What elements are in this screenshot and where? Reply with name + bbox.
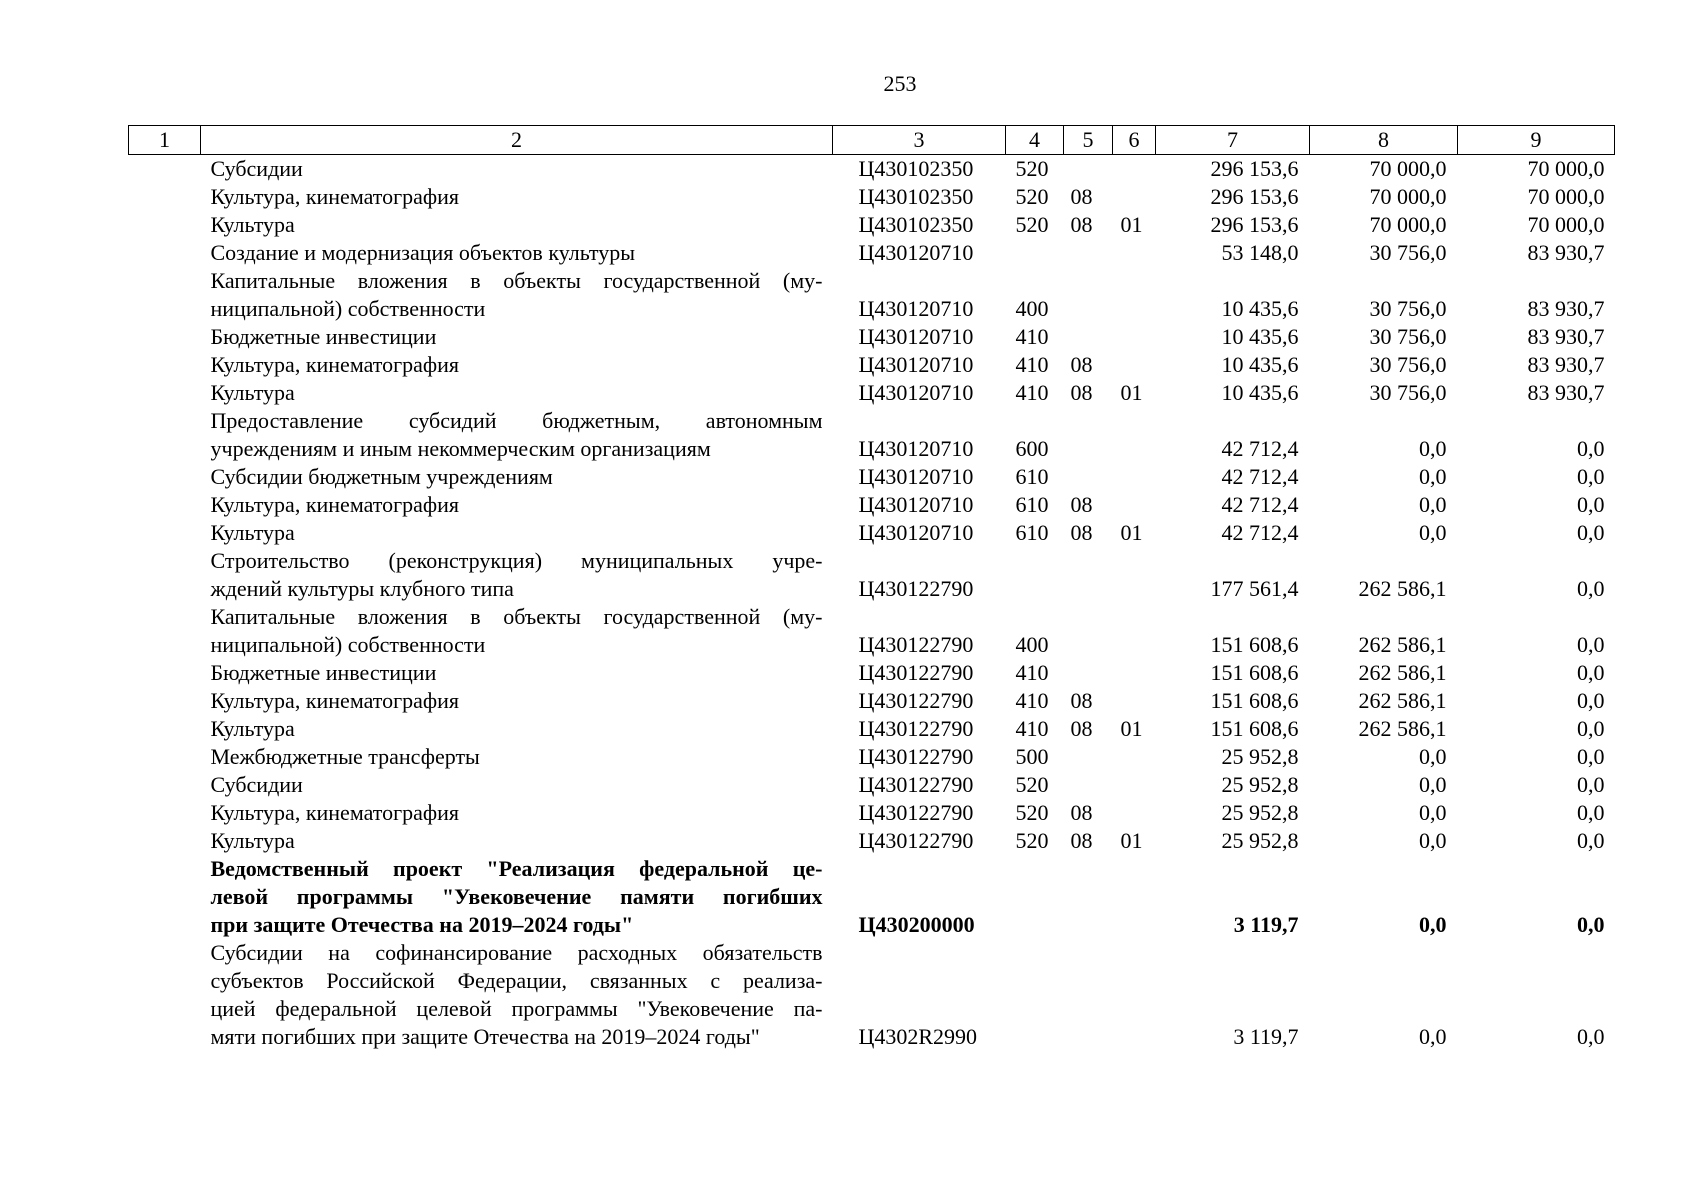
row-col-6 xyxy=(1113,659,1156,687)
row-col-4: 600 xyxy=(1015,436,1049,461)
row-value-7: 296 153,6 xyxy=(1210,184,1299,209)
row-col-5: 08 xyxy=(1070,828,1093,853)
row-col-4: 520 xyxy=(1015,772,1049,797)
cell-col-1 xyxy=(129,799,201,827)
row-value-9: 0,0 xyxy=(1577,828,1605,853)
cell-col-1 xyxy=(129,855,201,939)
row-value-9: 0,0 xyxy=(1577,632,1605,657)
row-code: Ц430120710 xyxy=(858,520,974,545)
row-name: Предоставление субсидий бюджетным, автономным учреждениям и иным некоммерческим организациям xyxy=(210,408,823,461)
header-col-8: 8 xyxy=(1310,126,1458,155)
row-value-7: 42 712,4 xyxy=(1221,492,1299,517)
row-code: Ц430120710 xyxy=(858,436,974,461)
table-row xyxy=(129,659,1615,687)
row-value-9: 83 930,7 xyxy=(1527,352,1605,377)
table-row xyxy=(129,407,1615,463)
row-col-5 xyxy=(1064,743,1113,771)
row-col-5 xyxy=(1064,155,1113,184)
row-col-6: 01 xyxy=(1120,520,1143,545)
row-code: Ц430120710 xyxy=(858,324,974,349)
header-col-5: 5 xyxy=(1064,126,1113,155)
row-value-8: 262 586,1 xyxy=(1358,716,1447,741)
row-name: Культура, кинематография xyxy=(210,688,460,713)
row-col-4: 520 xyxy=(1015,828,1049,853)
row-value-9: 70 000,0 xyxy=(1527,212,1605,237)
row-col-4: 520 xyxy=(1015,800,1049,825)
table-row xyxy=(129,687,1615,715)
row-value-9: 0,0 xyxy=(1577,744,1605,769)
header-col-6: 6 xyxy=(1113,126,1156,155)
row-value-7: 42 712,4 xyxy=(1221,464,1299,489)
row-col-5: 08 xyxy=(1070,380,1093,405)
row-col-5 xyxy=(1064,463,1113,491)
row-name: Межбюджетные трансферты xyxy=(210,744,480,769)
row-value-8: 30 756,0 xyxy=(1369,380,1447,405)
row-col-5 xyxy=(1064,603,1113,659)
row-code: Ц430122790 xyxy=(858,660,974,685)
row-name: Ведомственный проект "Реализация федеральной це- левой программы "Увековечение памяти погибших при защите Отечества на 2019–2024 годы" xyxy=(210,856,823,937)
row-col-4: 520 xyxy=(1015,212,1049,237)
row-value-8: 262 586,1 xyxy=(1358,576,1447,601)
cell-col-1 xyxy=(129,407,201,463)
row-value-7: 10 435,6 xyxy=(1221,296,1299,321)
table-row xyxy=(129,491,1615,519)
row-name: Культура xyxy=(210,716,295,741)
cell-col-1 xyxy=(129,687,201,715)
table-row xyxy=(129,183,1615,211)
cell-col-1 xyxy=(129,715,201,743)
row-col-6 xyxy=(1113,351,1156,379)
row-col-5 xyxy=(1064,659,1113,687)
row-col-4 xyxy=(1006,855,1064,939)
row-col-6 xyxy=(1113,687,1156,715)
row-col-5: 08 xyxy=(1070,212,1093,237)
row-value-9: 0,0 xyxy=(1577,576,1605,601)
cell-col-1 xyxy=(129,155,201,184)
row-value-8: 262 586,1 xyxy=(1358,632,1447,657)
cell-col-1 xyxy=(129,771,201,799)
row-value-7: 25 952,8 xyxy=(1221,772,1299,797)
row-col-6: 01 xyxy=(1120,716,1143,741)
table-row xyxy=(129,799,1615,827)
row-col-6: 01 xyxy=(1120,380,1143,405)
row-col-5: 08 xyxy=(1070,800,1093,825)
row-col-5 xyxy=(1064,771,1113,799)
row-col-4: 400 xyxy=(1015,632,1049,657)
row-code: Ц430122790 xyxy=(858,828,974,853)
row-code: Ц430122790 xyxy=(858,772,974,797)
row-value-9: 0,0 xyxy=(1577,464,1605,489)
row-name: Строительство (реконструкция) муниципальных учре- ждений культуры клубного типа xyxy=(210,548,823,601)
row-code: Ц430120710 xyxy=(858,240,974,265)
row-col-6 xyxy=(1113,183,1156,211)
row-value-8: 0,0 xyxy=(1419,828,1447,853)
row-name: Субсидии xyxy=(210,156,303,181)
row-value-9: 0,0 xyxy=(1577,1024,1605,1049)
cell-col-1 xyxy=(129,463,201,491)
row-value-7: 296 153,6 xyxy=(1210,156,1299,181)
row-value-8: 0,0 xyxy=(1419,464,1447,489)
header-col-4: 4 xyxy=(1006,126,1064,155)
row-value-8: 0,0 xyxy=(1419,436,1447,461)
table-row xyxy=(129,155,1615,184)
table-row xyxy=(129,351,1615,379)
row-value-8: 0,0 xyxy=(1419,1024,1447,1049)
row-code: Ц430122790 xyxy=(858,632,974,657)
row-col-4: 410 xyxy=(1015,380,1049,405)
row-name: Культура, кинематография xyxy=(210,800,460,825)
row-name: Субсидии на софинансирование расходных обязательств субъектов Российской Федерации, связанных с реализа- цией федеральной целевой программы "Увековечение па- мяти погибших при защите Отечества на 2019–2024 годы" xyxy=(210,940,823,1049)
row-value-9: 0,0 xyxy=(1577,520,1605,545)
row-value-9: 0,0 xyxy=(1577,716,1605,741)
row-value-9: 0,0 xyxy=(1577,436,1605,461)
row-col-5 xyxy=(1064,939,1113,1051)
row-col-4: 410 xyxy=(1015,660,1049,685)
row-code: Ц430122790 xyxy=(858,688,974,713)
cell-col-1 xyxy=(129,659,201,687)
row-name: Капитальные вложения в объекты государственной (му- ниципальной) собственности xyxy=(210,268,823,321)
row-value-7: 42 712,4 xyxy=(1221,436,1299,461)
row-value-9: 0,0 xyxy=(1577,800,1605,825)
row-value-8: 70 000,0 xyxy=(1369,212,1447,237)
row-col-5 xyxy=(1064,855,1113,939)
row-col-5: 08 xyxy=(1070,492,1093,517)
row-value-9: 0,0 xyxy=(1577,912,1605,937)
row-code: Ц430102350 xyxy=(858,184,974,209)
row-code: Ц430120710 xyxy=(858,296,974,321)
row-value-9: 0,0 xyxy=(1577,688,1605,713)
row-value-9: 70 000,0 xyxy=(1527,184,1605,209)
cell-col-1 xyxy=(129,351,201,379)
row-col-4: 400 xyxy=(1015,296,1049,321)
row-value-8: 0,0 xyxy=(1419,772,1447,797)
cell-col-1 xyxy=(129,267,201,323)
row-value-7: 25 952,8 xyxy=(1221,828,1299,853)
cell-col-1 xyxy=(129,211,201,239)
row-name: Культура xyxy=(210,380,295,405)
cell-col-1 xyxy=(129,491,201,519)
row-col-6 xyxy=(1113,799,1156,827)
table-row xyxy=(129,743,1615,771)
row-value-8: 30 756,0 xyxy=(1369,296,1447,321)
table-row xyxy=(129,827,1615,855)
row-value-8: 0,0 xyxy=(1419,492,1447,517)
row-col-4: 520 xyxy=(1015,156,1049,181)
row-value-7: 10 435,6 xyxy=(1221,324,1299,349)
table-row xyxy=(129,463,1615,491)
row-col-4: 610 xyxy=(1015,492,1049,517)
cell-col-1 xyxy=(129,183,201,211)
table-row xyxy=(129,715,1615,743)
table-row xyxy=(129,323,1615,351)
row-col-5 xyxy=(1064,323,1113,351)
row-name: Капитальные вложения в объекты государственной (му- ниципальной) собственности xyxy=(210,604,823,657)
row-value-7: 151 608,6 xyxy=(1210,688,1299,713)
row-value-8: 30 756,0 xyxy=(1369,324,1447,349)
row-name: Культура xyxy=(210,212,295,237)
row-name: Культура, кинематография xyxy=(210,352,460,377)
row-col-6: 01 xyxy=(1120,828,1143,853)
row-value-7: 151 608,6 xyxy=(1210,716,1299,741)
row-code: Ц430120710 xyxy=(858,464,974,489)
cell-col-1 xyxy=(129,603,201,659)
table-row xyxy=(129,547,1615,603)
table-header xyxy=(129,126,1615,155)
row-code: Ц430120710 xyxy=(858,492,974,517)
row-value-9: 0,0 xyxy=(1577,772,1605,797)
row-name: Культура, кинематография xyxy=(210,184,460,209)
row-value-7: 25 952,8 xyxy=(1221,800,1299,825)
row-value-7: 177 561,4 xyxy=(1210,576,1299,601)
row-value-7: 151 608,6 xyxy=(1210,660,1299,685)
table-row xyxy=(129,939,1615,1051)
budget-table xyxy=(128,125,1615,1051)
row-col-6 xyxy=(1113,239,1156,267)
row-col-5: 08 xyxy=(1070,716,1093,741)
row-value-8: 30 756,0 xyxy=(1369,240,1447,265)
row-code: Ц430122790 xyxy=(858,744,974,769)
row-col-6 xyxy=(1113,407,1156,463)
row-value-7: 53 148,0 xyxy=(1221,240,1299,265)
row-value-8: 70 000,0 xyxy=(1369,156,1447,181)
row-col-4: 410 xyxy=(1015,688,1049,713)
header-col-1: 1 xyxy=(129,126,201,155)
table-row xyxy=(129,239,1615,267)
row-code: Ц430102350 xyxy=(858,212,974,237)
row-col-5 xyxy=(1064,547,1113,603)
row-value-9: 83 930,7 xyxy=(1527,240,1605,265)
row-col-6 xyxy=(1113,463,1156,491)
row-name: Культура, кинематография xyxy=(210,492,460,517)
row-value-9: 0,0 xyxy=(1577,492,1605,517)
row-value-7: 42 712,4 xyxy=(1221,520,1299,545)
row-col-4 xyxy=(1006,239,1064,267)
row-value-8: 262 586,1 xyxy=(1358,660,1447,685)
row-col-4: 520 xyxy=(1015,184,1049,209)
row-value-7: 296 153,6 xyxy=(1210,212,1299,237)
row-col-6 xyxy=(1113,267,1156,323)
row-col-6 xyxy=(1113,323,1156,351)
row-col-5: 08 xyxy=(1070,688,1093,713)
row-value-8: 262 586,1 xyxy=(1358,688,1447,713)
row-value-9: 83 930,7 xyxy=(1527,324,1605,349)
row-col-6 xyxy=(1113,939,1156,1051)
row-name: Культура xyxy=(210,520,295,545)
row-col-4: 500 xyxy=(1015,744,1049,769)
row-col-4 xyxy=(1006,939,1064,1051)
table-row xyxy=(129,211,1615,239)
row-col-4: 610 xyxy=(1015,464,1049,489)
row-col-6 xyxy=(1113,155,1156,184)
header-col-7: 7 xyxy=(1156,126,1310,155)
header-col-9: 9 xyxy=(1458,126,1615,155)
cell-col-1 xyxy=(129,827,201,855)
row-col-6 xyxy=(1113,743,1156,771)
row-code: Ц430120710 xyxy=(858,380,974,405)
row-col-4 xyxy=(1006,547,1064,603)
row-value-7: 151 608,6 xyxy=(1210,632,1299,657)
row-code: Ц430122790 xyxy=(858,576,974,601)
row-col-4: 610 xyxy=(1015,520,1049,545)
header-col-3: 3 xyxy=(833,126,1006,155)
row-value-9: 83 930,7 xyxy=(1527,380,1605,405)
row-col-5: 08 xyxy=(1070,520,1093,545)
cell-col-1 xyxy=(129,939,201,1051)
row-col-4: 410 xyxy=(1015,716,1049,741)
row-col-6: 01 xyxy=(1120,212,1143,237)
row-name: Субсидии xyxy=(210,772,303,797)
row-code: Ц430102350 xyxy=(858,156,974,181)
table-body xyxy=(129,155,1615,1052)
row-value-9: 83 930,7 xyxy=(1527,296,1605,321)
row-col-5: 08 xyxy=(1070,352,1093,377)
cell-col-1 xyxy=(129,239,201,267)
row-value-9: 70 000,0 xyxy=(1527,156,1605,181)
row-name: Бюджетные инвестиции xyxy=(210,324,437,349)
row-col-6 xyxy=(1113,855,1156,939)
row-code: Ц430200000 xyxy=(858,912,975,937)
table-row xyxy=(129,519,1615,547)
row-value-7: 3 119,7 xyxy=(1233,1024,1299,1049)
page-number: 253 xyxy=(883,71,917,96)
row-value-8: 0,0 xyxy=(1419,912,1447,937)
row-code: Ц4302R2990 xyxy=(858,1024,978,1049)
row-value-7: 10 435,6 xyxy=(1221,380,1299,405)
row-col-6 xyxy=(1113,547,1156,603)
row-name: Создание и модернизация объектов культуры xyxy=(210,240,636,265)
cell-col-1 xyxy=(129,323,201,351)
row-value-8: 0,0 xyxy=(1419,800,1447,825)
table-row xyxy=(129,379,1615,407)
row-col-5: 08 xyxy=(1070,184,1093,209)
table-row xyxy=(129,771,1615,799)
row-value-8: 70 000,0 xyxy=(1369,184,1447,209)
row-value-9: 0,0 xyxy=(1577,660,1605,685)
header-col-2: 2 xyxy=(201,126,833,155)
table-row xyxy=(129,603,1615,659)
row-col-5 xyxy=(1064,267,1113,323)
row-col-4: 410 xyxy=(1015,352,1049,377)
row-value-7: 10 435,6 xyxy=(1221,352,1299,377)
row-col-6 xyxy=(1113,603,1156,659)
row-name: Субсидии бюджетным учреждениям xyxy=(210,464,553,489)
row-col-5 xyxy=(1064,239,1113,267)
row-code: Ц430120710 xyxy=(858,352,974,377)
row-col-6 xyxy=(1113,771,1156,799)
cell-col-1 xyxy=(129,519,201,547)
header-row xyxy=(129,126,1615,155)
row-name: Культура xyxy=(210,828,295,853)
table-row xyxy=(129,855,1615,939)
row-value-8: 0,0 xyxy=(1419,744,1447,769)
table-row xyxy=(129,267,1615,323)
row-value-7: 3 119,7 xyxy=(1233,912,1299,937)
row-value-7: 25 952,8 xyxy=(1221,744,1299,769)
row-code: Ц430122790 xyxy=(858,716,974,741)
cell-col-1 xyxy=(129,743,201,771)
row-value-8: 30 756,0 xyxy=(1369,352,1447,377)
cell-col-1 xyxy=(129,547,201,603)
row-col-5 xyxy=(1064,407,1113,463)
row-value-8: 0,0 xyxy=(1419,520,1447,545)
row-code: Ц430122790 xyxy=(858,800,974,825)
row-name: Бюджетные инвестиции xyxy=(210,660,437,685)
row-col-6 xyxy=(1113,491,1156,519)
cell-col-1 xyxy=(129,379,201,407)
row-col-4: 410 xyxy=(1015,324,1049,349)
